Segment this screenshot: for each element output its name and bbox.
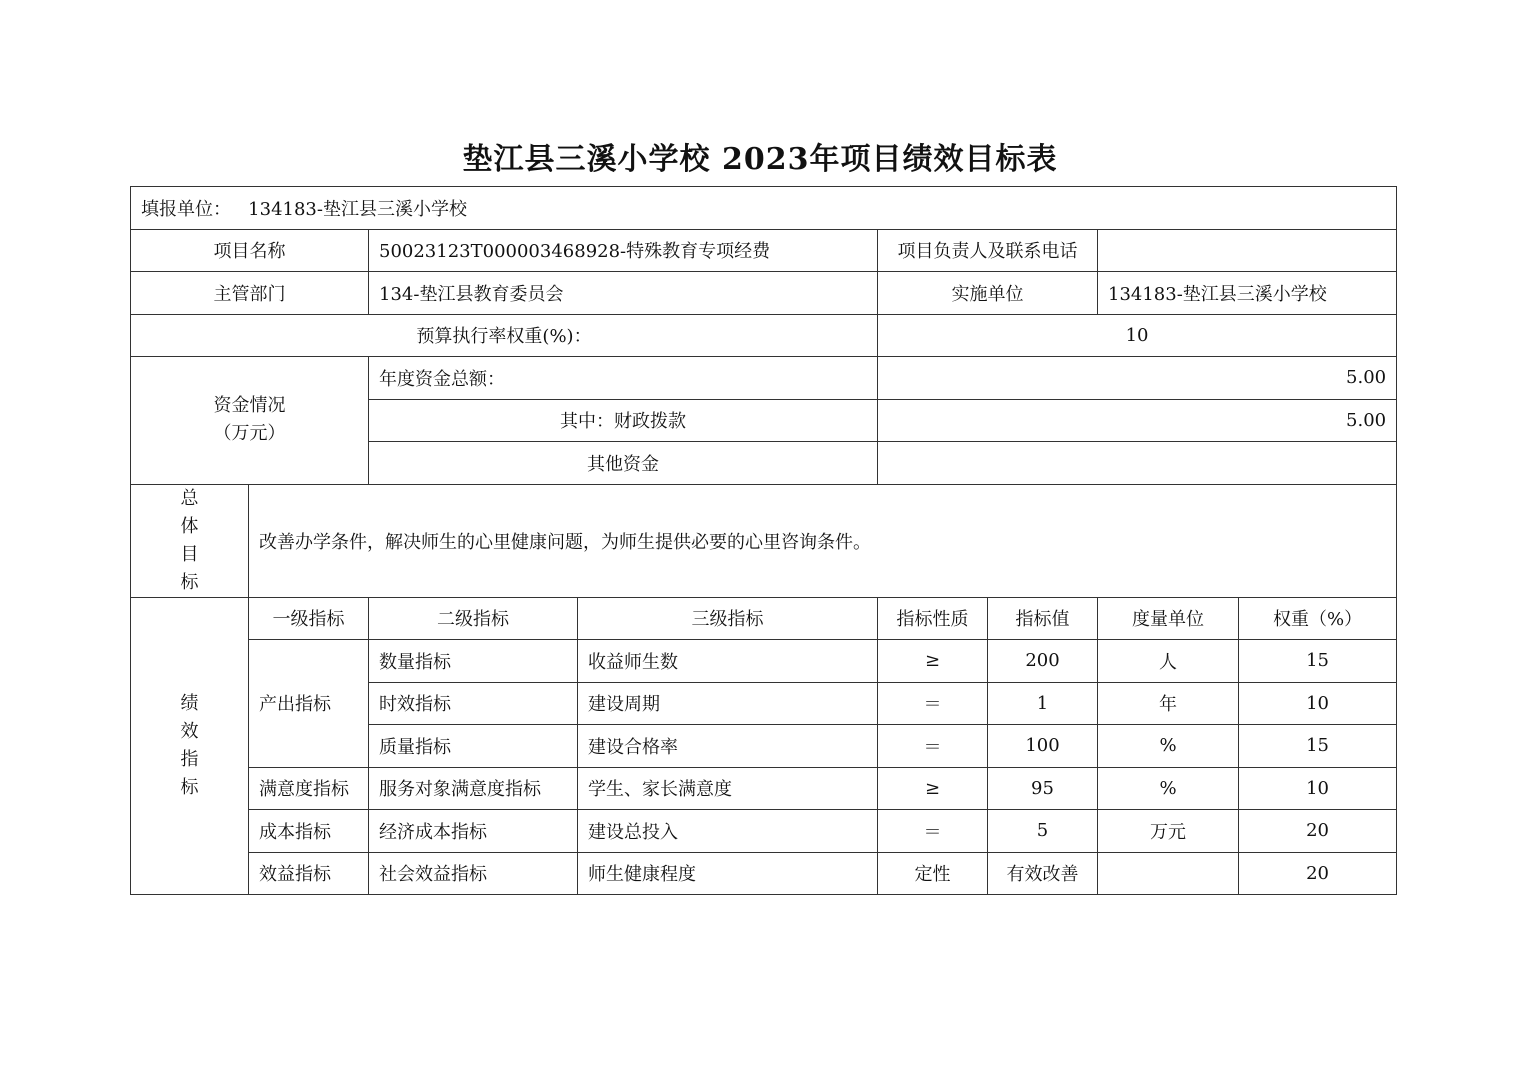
- project-manager-value: [1098, 229, 1397, 272]
- header-value: 指标值: [988, 597, 1098, 640]
- cell-weight: 10: [1239, 767, 1397, 810]
- cell-nature: ＝: [878, 810, 988, 853]
- filler-value: 134183-垫江县三溪小学校: [248, 198, 467, 220]
- cell-level2: 社会效益指标: [369, 852, 578, 895]
- cell-unit: 万元: [1098, 810, 1239, 853]
- cell-level2: 经济成本指标: [369, 810, 578, 853]
- header-unit: 度量单位: [1098, 597, 1239, 640]
- cell-value: 200: [988, 640, 1098, 683]
- goal-text: 改善办学条件，解决师生的心里健康问题，为师生提供必要的心里咨询条件。: [249, 484, 1397, 597]
- project-manager-label: 项目负责人及联系电话: [878, 229, 1098, 272]
- cell-unit: 人: [1098, 640, 1239, 683]
- cell-unit: [1098, 852, 1239, 895]
- funds-total-value: 5.00: [878, 357, 1397, 400]
- cell-level3: 建设合格率: [578, 725, 878, 768]
- cell-level2: 质量指标: [369, 725, 578, 768]
- funds-label-line1: 资金情况: [213, 395, 286, 417]
- cell-nature: ≥: [878, 767, 988, 810]
- indicators-label: [131, 597, 249, 895]
- cell-level2: 数量指标: [369, 640, 578, 683]
- cell-value: 有效改善: [988, 852, 1098, 895]
- cell-nature: ＝: [878, 682, 988, 725]
- funds-fiscal-value: 5.00: [878, 399, 1397, 442]
- cell-unit: %: [1098, 767, 1239, 810]
- cell-value: 100: [988, 725, 1098, 768]
- cell-level1: 效益指标: [249, 852, 369, 895]
- output-indicator-label: 产出指标: [249, 640, 369, 768]
- cell-weight: 10: [1239, 682, 1397, 725]
- indicators-label-char: 绩: [180, 692, 199, 714]
- cell-level3: 建设总投入: [578, 810, 878, 853]
- cell-level1: 成本指标: [249, 810, 369, 853]
- cell-level2: 服务对象满意度指标: [369, 767, 578, 810]
- cell-value: 95: [988, 767, 1098, 810]
- impl-unit-label: 实施单位: [878, 272, 1098, 315]
- header-level1: 一级指标: [249, 597, 369, 640]
- cell-level3: 建设周期: [578, 682, 878, 725]
- table-row: [131, 640, 1397, 683]
- header-level3: 三级指标: [578, 597, 878, 640]
- filler-cell: [131, 187, 1397, 230]
- header-weight: 权重（%）: [1239, 597, 1397, 640]
- cell-value: 5: [988, 810, 1098, 853]
- goal-label-char: 体: [180, 515, 199, 537]
- goal-label-char: 总: [180, 487, 199, 509]
- performance-target-table: [130, 186, 1397, 895]
- goal-row: [131, 484, 1397, 597]
- project-row: [131, 229, 1397, 272]
- goal-label-char: 目: [180, 543, 199, 565]
- header-nature: 指标性质: [878, 597, 988, 640]
- funds-label-line2: （万元）: [213, 423, 286, 445]
- cell-weight: 15: [1239, 725, 1397, 768]
- cell-level3: 师生健康程度: [578, 852, 878, 895]
- filler-row: [131, 187, 1397, 230]
- cell-weight: 20: [1239, 810, 1397, 853]
- cell-weight: 15: [1239, 640, 1397, 683]
- cell-weight: 20: [1239, 852, 1397, 895]
- goal-label-char: 标: [180, 571, 199, 593]
- funds-total-label: 年度资金总额：: [369, 357, 878, 400]
- table-row: [131, 852, 1397, 895]
- page-title: 垫江县三溪小学校 2023年项目绩效目标表: [462, 142, 1058, 177]
- cell-unit: %: [1098, 725, 1239, 768]
- dept-value: 134-垫江县教育委员会: [369, 272, 878, 315]
- header-level2: 二级指标: [369, 597, 578, 640]
- cell-level2: 时效指标: [369, 682, 578, 725]
- dept-label: 主管部门: [131, 272, 369, 315]
- dept-row: [131, 272, 1397, 315]
- budget-rate-row: [131, 314, 1397, 357]
- cell-value: 1: [988, 682, 1098, 725]
- funds-total-row: [131, 357, 1397, 400]
- cell-level3: 学生、家长满意度: [578, 767, 878, 810]
- project-name-label: 项目名称: [131, 229, 369, 272]
- cell-nature: ≥: [878, 640, 988, 683]
- cell-level3: 收益师生数: [578, 640, 878, 683]
- indicators-label-char: 效: [180, 720, 199, 742]
- cell-nature: 定性: [878, 852, 988, 895]
- goal-label: [131, 484, 249, 597]
- cell-level1: 满意度指标: [249, 767, 369, 810]
- impl-unit-value: 134183-垫江县三溪小学校: [1098, 272, 1397, 315]
- funds-label: [131, 357, 369, 485]
- filler-label: 填报单位：: [141, 198, 231, 220]
- indicator-header-row: [131, 597, 1397, 640]
- budget-rate-value: 10: [878, 314, 1397, 357]
- cell-unit: 年: [1098, 682, 1239, 725]
- indicators-label-char: 标: [180, 776, 199, 798]
- funds-fiscal-label: 其中：财政拨款: [369, 399, 878, 442]
- indicators-label-char: 指: [180, 748, 199, 770]
- budget-rate-label: 预算执行率权重(%)：: [131, 314, 878, 357]
- table-row: [131, 767, 1397, 810]
- project-name-value: 50023123T000003468928-特殊教育专项经费: [369, 229, 878, 272]
- funds-other-value: [878, 442, 1397, 485]
- funds-other-label: 其他资金: [369, 442, 878, 485]
- cell-nature: ＝: [878, 725, 988, 768]
- table-row: [131, 810, 1397, 853]
